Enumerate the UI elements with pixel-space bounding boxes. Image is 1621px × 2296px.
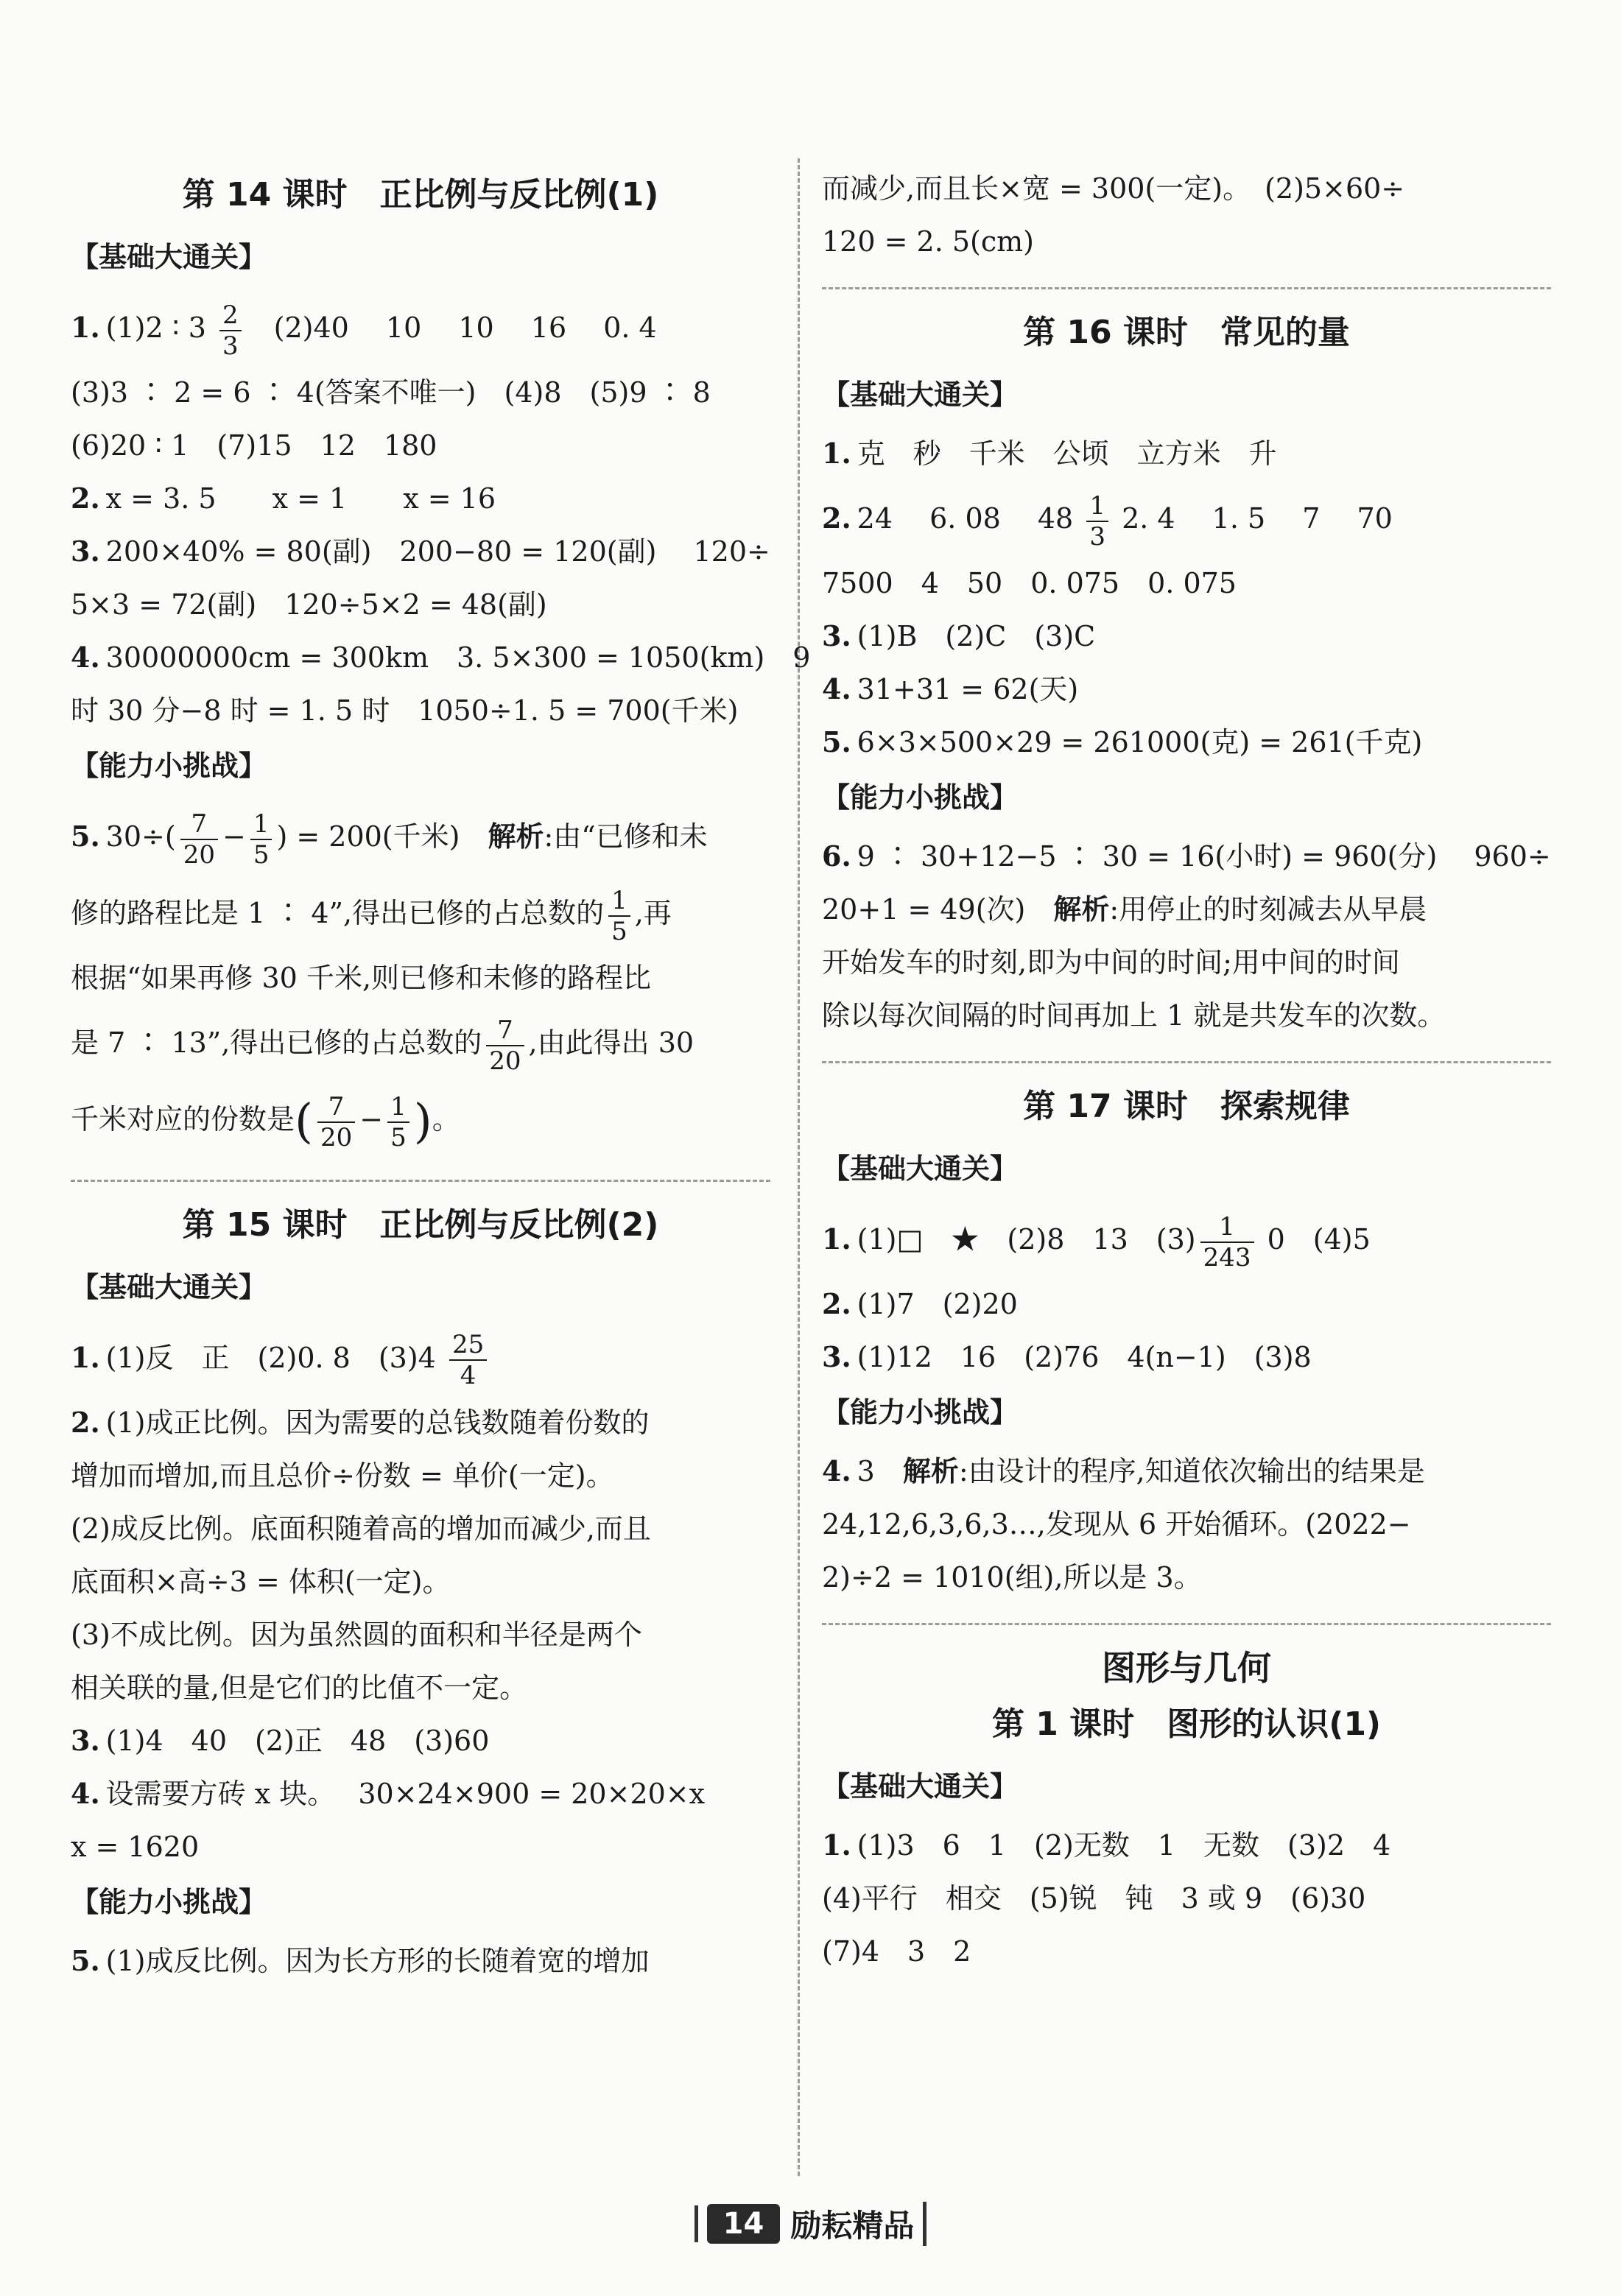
answer-line: 5. (1)成反比例。因为长方形的长随着宽的增加 <box>71 1943 650 1977</box>
answer-line: 除以每次间隔的时间再加上 1 就是共发车的次数。 <box>822 999 1446 1032</box>
fraction: $\frac{7}{20}$ <box>317 1092 355 1152</box>
answer-line: 20+1 = 49(次) 解析:用停止的时刻减去从早晨 <box>822 892 1427 926</box>
geometry-lesson-1-title: 第 1 课时 图形的认识(1) <box>991 1705 1382 1743</box>
answer-line: 修的路程比是 1 ∶ 4”,得出已修的占总数的 $\frac{1}{5}$ ,再 <box>71 885 672 946</box>
right-column <box>822 155 1551 1978</box>
section-separator <box>71 1180 770 1182</box>
answer-line: (3)3 ∶ 2 = 6 ∶ 4(答案不唯一) (4)8 (5)9 ∶ 8 <box>71 376 711 409</box>
fraction: $\frac{1}{5}$ <box>387 1092 409 1152</box>
fraction: $\frac{1}{3}$ <box>1086 491 1108 552</box>
fraction: $\frac{7}{20}$ <box>180 809 218 870</box>
answer-line: 1. 克 秒 千米 公顷 立方米 升 <box>822 437 1277 470</box>
answer-line: (6)20 ∶ 1 (7)15 12 180 <box>71 429 437 462</box>
ability-section-heading: 【能力小挑战】 <box>822 781 1019 814</box>
basic-section-heading: 【基础大通关】 <box>822 1770 1019 1803</box>
column-divider <box>798 158 800 2176</box>
answer-line: 1. (1)反 正 (2)0. 8 (3)4 $\frac{25}{4}$ <box>71 1320 770 1396</box>
answer-line: 相关联的量,但是它们的比值不一定。 <box>71 1671 528 1704</box>
answer-line: 24,12,6,3,6,3…,发现从 6 开始循环。(2022− <box>822 1508 1411 1540</box>
answer-line: (2)成反比例。底面积随着高的增加而减少,而且 <box>71 1512 651 1545</box>
fraction: $\frac{7}{20}$ <box>486 1015 524 1076</box>
answer-line: 1. (1)□ ★ (2)8 13 (3) $\frac{1}{243}$ 0 (4)5 <box>822 1211 1371 1272</box>
answer-line: 时 30 分−8 时 = 1. 5 时 1050÷1. 5 = 700(千米) <box>71 694 739 727</box>
answer-line: 2)÷2 = 1010(组),所以是 3。 <box>822 1561 1202 1594</box>
lesson-15-title: 第 15 课时 正比例与反比例(2) <box>182 1205 659 1244</box>
basic-section-heading: 【基础大通关】 <box>822 378 1019 411</box>
answer-line: 4. 31+31 = 62(天) <box>822 672 1079 705</box>
answer-line: 而减少,而且长×宽 = 300(一定)。 (2)5×60÷ <box>822 172 1405 205</box>
answer-line: 2. 24 6. 08 48 $\frac{1}{3}$ 2. 4 1. 5 7 70 <box>822 490 1393 552</box>
answer-line: 7500 4 50 0. 075 0. 075 <box>822 567 1237 599</box>
section-separator <box>822 287 1551 289</box>
lesson-16-title: 第 16 课时 常见的量 <box>1023 314 1350 351</box>
fraction: $\frac{2}{3}$ <box>219 300 242 361</box>
answer-line: (7)4 3 2 <box>822 1935 971 1968</box>
answer-line: 120 = 2. 5(cm) <box>822 225 1035 258</box>
answer-line: 3. (1)4 40 (2)正 48 (3)60 <box>71 1723 490 1757</box>
fraction: $\frac{1}{5}$ <box>608 886 630 946</box>
answer-line: 1. (1)3 6 1 (2)无数 1 无数 (3)2 4 <box>822 1828 1391 1862</box>
answer-line: 增加而增加,而且总价÷份数 = 单价(一定)。 <box>71 1459 614 1492</box>
answer-line: 是 7 ∶ 13”,得出已修的占总数的 $\frac{7}{20}$ ,由此得出 30 <box>71 1015 695 1076</box>
fraction: $\frac{25}{4}$ <box>449 1330 487 1390</box>
basic-section-heading: 【基础大通关】 <box>71 241 267 273</box>
answer-line: (4)平行 相交 (5)锐 钝 3 或 9 (6)30 <box>822 1882 1366 1915</box>
answer-line: 6. 9 ∶ 30+12−5 ∶ 30 = 16(小时) = 960(分) 960÷ <box>822 839 1551 873</box>
answer-line: 千米对应的份数是( $\frac{7}{20}$ − $\frac{1}{5}$ )。 <box>71 1091 460 1152</box>
basic-section-heading: 【基础大通关】 <box>822 1152 1019 1185</box>
answer-line: 开始发车的时刻,即为中间的时间;用中间的时间 <box>822 946 1400 979</box>
fraction: $\frac{1}{5}$ <box>250 809 272 870</box>
lesson-17-title: 第 17 课时 探索规律 <box>1023 1088 1350 1125</box>
geometry-chapter-title: 图形与几何 <box>1102 1648 1271 1688</box>
answer-line: 4. 设需要方砖 x 块。 30×24×900 = 20×20×x <box>71 1776 706 1810</box>
answer-line: 3. (1)12 16 (2)76 4(n−1) (3)8 <box>822 1340 1312 1373</box>
answer-line: x = 1620 <box>71 1830 200 1863</box>
answer-line: 3. (1)B (2)C (3)C <box>822 619 1096 652</box>
answer-line: 2. (1)7 (2)20 <box>822 1287 1018 1320</box>
answer-line: 5×3 = 72(副) 120÷5×2 = 48(副) <box>71 588 547 621</box>
ability-section-heading: 【能力小挑战】 <box>71 750 267 782</box>
answer-line: 4. 3 解析:由设计的程序,知道依次输出的结果是 <box>822 1454 1425 1487</box>
answer-line: 5. 30÷( $\frac{7}{20}$ − $\frac{1}{5}$ ) = 200(千米) 解析:由“已修和未 <box>71 809 708 870</box>
answer-line: 5. 6×3×500×29 = 261000(克) = 261(千克) <box>822 725 1423 758</box>
answer-line: 根据“如果再修 30 千米,则已修和未修的路程比 <box>71 962 652 994</box>
answer-line: 1. (1)2 ∶ 3 $\frac{2}{3}$ (2)40 10 10 16 0. 4 <box>71 300 657 361</box>
basic-section-heading: 【基础大通关】 <box>71 1270 267 1303</box>
ability-section-heading: 【能力小挑战】 <box>822 1396 1019 1429</box>
answer-line: 2. (1)成正比例。因为需要的总钱数随着份数的 <box>71 1405 650 1439</box>
answer-line: 3. 200×40% = 80(副) 200−80 = 120(副) 120÷ <box>71 535 770 568</box>
ability-section-heading: 【能力小挑战】 <box>71 1885 267 1918</box>
lesson-14-title: 第 14 课时 正比例与反比例(1) <box>182 176 659 214</box>
answer-line: 底面积×高÷3 = 体积(一定)。 <box>71 1565 451 1598</box>
brand-name: 励耘精品 <box>790 2202 926 2246</box>
page-number: 14 <box>707 2204 781 2244</box>
answer-line: 2. x = 3. 5 x = 1 x = 16 <box>71 482 496 515</box>
page-footer <box>0 2202 1621 2246</box>
left-column <box>71 155 811 1987</box>
fraction: $\frac{1}{243}$ <box>1200 1212 1254 1272</box>
section-separator <box>822 1061 1551 1063</box>
answer-line: (3)不成比例。因为虽然圆的面积和半径是两个 <box>71 1618 642 1651</box>
footer-bar <box>695 2205 698 2242</box>
section-separator <box>822 1623 1551 1625</box>
answer-line: 4. 30000000cm = 300km 3. 5×300 = 1050(km) 9 <box>71 641 811 674</box>
